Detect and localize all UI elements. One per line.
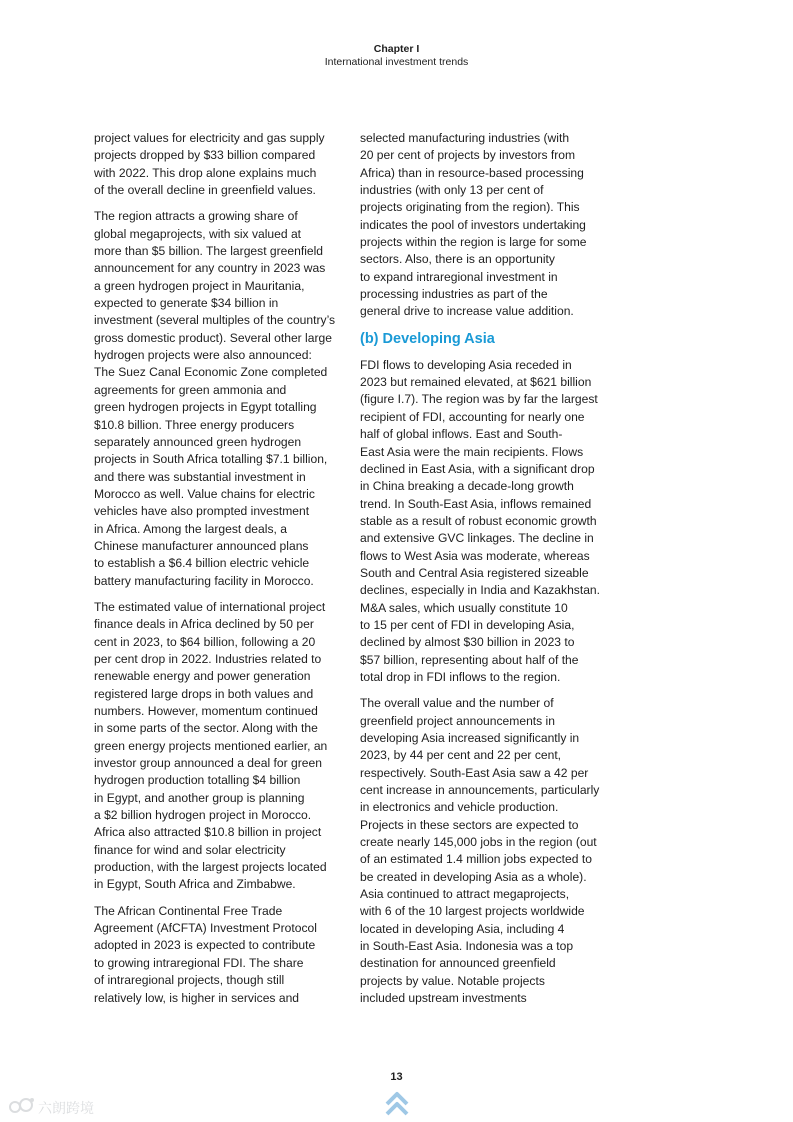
text-line: cent increase in announcements, particularly [360,783,600,798]
text-line: global megaprojects, with six valued at [94,226,302,241]
text-line: The overall value and the number of [360,696,554,711]
text-line: Morocco as well. Value chains for electric [94,486,315,501]
text-line: projects dropped by $33 billion compared [94,148,316,163]
text-line: a green hydrogen project in Mauritania, [94,278,305,293]
text-line: to growing intraregional FDI. The share [94,955,304,970]
text-line: expected to generate $34 billion in [94,296,279,311]
text-line: $57 billion, representing about half of the [360,652,579,667]
text-line: sectors. Also, there is an opportunity [360,252,555,267]
text-line: with 2022. This drop alone explains much [94,165,317,180]
paragraph [94,903,338,1007]
text-line: create nearly 145,000 jobs in the region (out [360,835,597,850]
text-line: East Asia were the main recipients. Flows [360,444,584,459]
text-line: production, with the largest projects located [94,860,327,875]
text-line: The estimated value of international project [94,599,326,614]
text-line: battery manufacturing facility in Morocco. [94,573,314,588]
text-line: hydrogen projects were also announced: [94,348,312,363]
chapter-label: Chapter I [373,43,420,55]
text-line: adopted in 2023 is expected to contribute [94,938,316,953]
text-line: total drop in FDI inflows to the region. [360,669,561,684]
text-line: included upstream investments [360,991,527,1006]
text-line: selected manufacturing industries (with [360,131,570,145]
text-line: The region attracts a growing share of [94,209,298,224]
text-line: in some parts of the sector. Along with the [94,721,318,736]
text-line: relatively low, is higher in services and [94,990,300,1005]
page-number: 13 [390,1071,403,1083]
watermark-text: 六朗跨境 [38,1101,94,1117]
text-line: (figure I.7). The region was by far the largest [360,392,598,407]
text-line: per cent drop in 2022. Industries related to [94,651,322,666]
chapter-subtitle: International investment trends [324,56,469,68]
text-line: green hydrogen projects in Egypt totalling [94,400,317,415]
paragraph [360,695,608,1007]
text-line: stable as a result of robust economic growth [360,513,597,528]
text-line: a $2 billion hydrogen project in Morocco. [94,808,312,823]
text-line: numbers. However, momentum continued [94,704,318,718]
text-line: greenfield project announcements in [360,713,555,728]
text-line: processing industries as part of the [360,287,548,302]
section-body [360,357,608,1008]
text-line: The African Continental Free Trade [94,903,283,918]
watermark [8,1096,108,1118]
text-line: 2023, by 44 per cent and 22 per cent, [360,748,562,763]
text-line: respectively. South-East Asia saw a 42 per [360,765,589,780]
paragraph [360,357,608,687]
text-line: of intraregional projects, though still [94,973,285,988]
text-line: 2023 but remained elevated, at $621 billion [360,375,592,390]
text-line: of an estimated 1.4 million jobs expected to [360,852,592,867]
text-line: Chinese manufacturer announced plans [94,538,309,553]
text-line: agreements for green ammonia and [94,382,287,397]
text-line: destination for announced greenfield [360,956,556,971]
text-line: to expand intraregional investment in [360,269,558,284]
text-line: FDI flows to developing Asia receded in [360,357,572,372]
section-heading: (b) Developing Asia [360,330,495,347]
paragraph [360,130,608,321]
left-text-column [94,130,338,1016]
chevron-up-icon [384,1090,410,1122]
text-line: to 15 per cent of FDI in developing Asia, [360,617,575,632]
text-line: general drive to increase value addition. [360,304,574,319]
watermark-logo-icon [8,1096,36,1116]
text-line: of the overall decline in greenfield values. [94,183,316,198]
text-line: and extensive GVC linkages. The decline in [360,531,594,546]
text-line: The Suez Canal Economic Zone completed [94,365,328,380]
text-line: in Egypt, and another group is planning [94,790,305,805]
text-line: projects by value. Notable projects [360,973,545,988]
paragraph [94,130,338,199]
text-line: half of global inflows. East and South- [360,427,563,442]
text-line: announcement for any country in 2023 was [94,261,326,276]
text-line: in Africa. Among the largest deals, a [94,521,287,536]
text-line: more than $5 billion. The largest greenfield [94,244,324,259]
text-line: in South-East Asia. Indonesia was a top [360,939,574,954]
text-line: declined in East Asia, with a significant drop [360,461,595,476]
text-line: 20 per cent of projects by investors from [360,148,576,163]
text-line: trend. In South-East Asia, inflows remained [360,496,592,511]
paragraph [94,599,338,894]
text-line: investment (several multiples of the country’s [94,313,336,328]
text-line: Projects in these sectors are expected to [360,817,579,832]
text-line: in China breaking a decade-long growth [360,479,574,494]
text-line: declined by almost $30 billion in 2023 to [360,635,575,650]
text-line: vehicles have also prompted investment [94,504,310,519]
text-line: hydrogen production totalling $4 billion [94,773,301,788]
text-line: Asia continued to attract megaprojects, [360,887,570,902]
text-line: in electronics and vehicle production. [360,800,559,815]
text-line: cent in 2023, to $64 billion, following a 20 [94,634,316,649]
text-line: projects in South Africa totalling $7.1 billion, [94,452,328,467]
text-line: Africa also attracted $10.8 billion in project [94,825,322,840]
text-line: South and Central Asia registered sizeable [360,565,589,580]
text-line: recipient of FDI, accounting for nearly one [360,409,585,424]
text-line: declines, especially in India and Kazakhstan. [360,583,601,598]
text-line: Agreement (AfCFTA) Investment Protocol [94,921,317,936]
text-line: located in developing Asia, including 4 [360,921,565,936]
right-text-column [360,130,608,1017]
text-line: indicates the pool of investors undertaking [360,217,586,232]
text-line: projects originating from the region). This [360,200,580,215]
text-line: green energy projects mentioned earlier, an [94,738,328,753]
text-line: separately announced green hydrogen [94,434,302,449]
text-line: in Egypt, South Africa and Zimbabwe. [94,877,296,892]
text-line: $10.8 billion. Three energy producers [94,417,295,432]
text-line: Africa) than in resource-based processing [360,165,584,180]
text-line: projects within the region is large for some [360,235,587,250]
text-line: investor group announced a deal for green [94,756,322,771]
text-line: finance deals in Africa declined by 50 per [94,617,314,632]
running-header [0,43,793,69]
text-line: flows to West Asia was moderate, whereas [360,548,590,563]
text-line: finance for wind and solar electricity [94,842,286,857]
text-line: to establish a $6.4 billion electric vehicle [94,556,310,571]
text-line: project values for electricity and gas supply [94,131,325,145]
text-line: M&A sales, which usually constitute 10 [360,600,568,615]
text-line: developing Asia increased significantly in [360,731,580,745]
text-line: and there was substantial investment in [94,469,306,484]
text-line: renewable energy and power generation [94,669,311,684]
text-line: be created in developing Asia as a whole). [360,869,587,884]
text-line: registered large drops in both values and [94,686,314,701]
text-line: with 6 of the 10 largest projects worldwide [360,904,585,919]
text-line: gross domestic product). Several other large [94,330,332,345]
text-line: industries (with only 13 per cent of [360,183,544,198]
paragraph [94,208,338,590]
